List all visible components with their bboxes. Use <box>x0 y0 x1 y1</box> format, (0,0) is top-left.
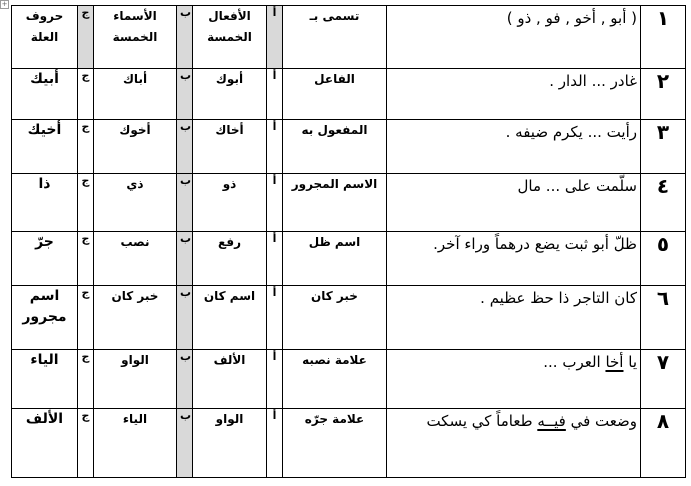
option-a-text: الألف <box>193 350 267 409</box>
option-a-letter: أ <box>267 286 283 350</box>
option-a-label: علامة جرّه <box>283 409 387 478</box>
option-c-letter: ج <box>78 286 94 350</box>
option-c-text: حروف العلة <box>12 6 78 69</box>
option-a-label: تسمى بـ <box>283 6 387 69</box>
option-b-letter: ب <box>177 69 193 120</box>
option-b-letter: ب <box>177 409 193 478</box>
question-text-before: يا <box>623 353 637 371</box>
option-b-letter: ب <box>177 232 193 286</box>
option-c-letter: ج <box>78 232 94 286</box>
option-b-text: أباك <box>94 69 177 120</box>
question-underlined-word: فيــه <box>537 412 566 430</box>
question-text: كان التاجر ذا حظ عظيم . <box>387 286 641 350</box>
table-row <box>12 6 686 69</box>
option-a-letter: أ <box>267 69 283 120</box>
option-a-text: اسم كان <box>193 286 267 350</box>
option-a-label: الاسم المجرور <box>283 174 387 232</box>
table-row <box>12 409 686 478</box>
question-number: ١ <box>641 6 686 69</box>
question-number: ٥ <box>641 232 686 286</box>
option-c-text: أخيك <box>12 120 78 174</box>
question-underlined-word: أخا <box>605 353 624 371</box>
table-row <box>12 174 686 232</box>
option-c-letter: ج <box>78 409 94 478</box>
option-a-letter: أ <box>267 174 283 232</box>
option-a-text: الأفعال الخمسة <box>193 6 267 69</box>
option-a-letter: أ <box>267 350 283 409</box>
option-b-text: خبر كان <box>94 286 177 350</box>
option-a-text: أخاك <box>193 120 267 174</box>
table-row <box>12 69 686 120</box>
option-a-letter: أ <box>267 232 283 286</box>
table-row <box>12 286 686 350</box>
option-c-text: اسم مجرور <box>12 286 78 350</box>
table-row <box>12 350 686 409</box>
option-a-letter: أ <box>267 120 283 174</box>
table-row <box>12 120 686 174</box>
option-b-text: نصب <box>94 232 177 286</box>
option-a-label: المفعول به <box>283 120 387 174</box>
option-c-letter: ج <box>78 350 94 409</box>
table-row <box>12 232 686 286</box>
option-a-text: رفع <box>193 232 267 286</box>
option-c-letter: ج <box>78 69 94 120</box>
question-number: ٦ <box>641 286 686 350</box>
option-b-text: أخوك <box>94 120 177 174</box>
option-c-text: الياء <box>12 350 78 409</box>
question-text-before: وضعت في <box>565 412 637 430</box>
option-c-letter: ج <box>78 6 94 69</box>
option-b-letter: ب <box>177 120 193 174</box>
option-b-letter: ب <box>177 286 193 350</box>
question-text-after: طعاماً كي يسكت <box>426 412 538 430</box>
question-number: ٣ <box>641 120 686 174</box>
option-c-letter: ج <box>78 174 94 232</box>
option-a-label: علامة نصبه <box>283 350 387 409</box>
question-text: غادر ... الدار . <box>387 69 641 120</box>
question-text <box>387 350 641 409</box>
question-text: ( أبو , أخو , فو , ذو ) <box>387 6 641 69</box>
option-c-text: أبيك <box>12 69 78 120</box>
question-number: ٧ <box>641 350 686 409</box>
option-a-text: الواو <box>193 409 267 478</box>
quiz-table <box>11 5 686 478</box>
option-a-letter: أ <box>267 6 283 69</box>
question-text-after: العرب ... <box>543 353 606 371</box>
question-text: ظلّ أبو ثبت يضع درهماً وراء آخر. <box>387 232 641 286</box>
question-text: رأيت ... يكرم ضيفه . <box>387 120 641 174</box>
option-a-label: الفاعل <box>283 69 387 120</box>
question-text <box>387 409 641 478</box>
question-text: سلّمت على ... مال <box>387 174 641 232</box>
option-b-letter: ب <box>177 174 193 232</box>
option-b-text: الياء <box>94 409 177 478</box>
option-b-letter: ب <box>177 6 193 69</box>
option-a-letter: أ <box>267 409 283 478</box>
option-c-text: الألف <box>12 409 78 478</box>
option-c-text: جرّ <box>12 232 78 286</box>
option-a-label: اسم ظل <box>283 232 387 286</box>
option-b-text: الأسماء الخمسة <box>94 6 177 69</box>
option-a-text: أبوك <box>193 69 267 120</box>
option-b-text: ذي <box>94 174 177 232</box>
question-number: ٨ <box>641 409 686 478</box>
question-number: ٢ <box>641 69 686 120</box>
table-move-handle[interactable]: + <box>1 0 8 8</box>
option-b-text: الواو <box>94 350 177 409</box>
option-b-letter: ب <box>177 350 193 409</box>
option-c-text: ذا <box>12 174 78 232</box>
option-c-letter: ج <box>78 120 94 174</box>
option-a-text: ذو <box>193 174 267 232</box>
option-a-label: خبر كان <box>283 286 387 350</box>
question-number: ٤ <box>641 174 686 232</box>
